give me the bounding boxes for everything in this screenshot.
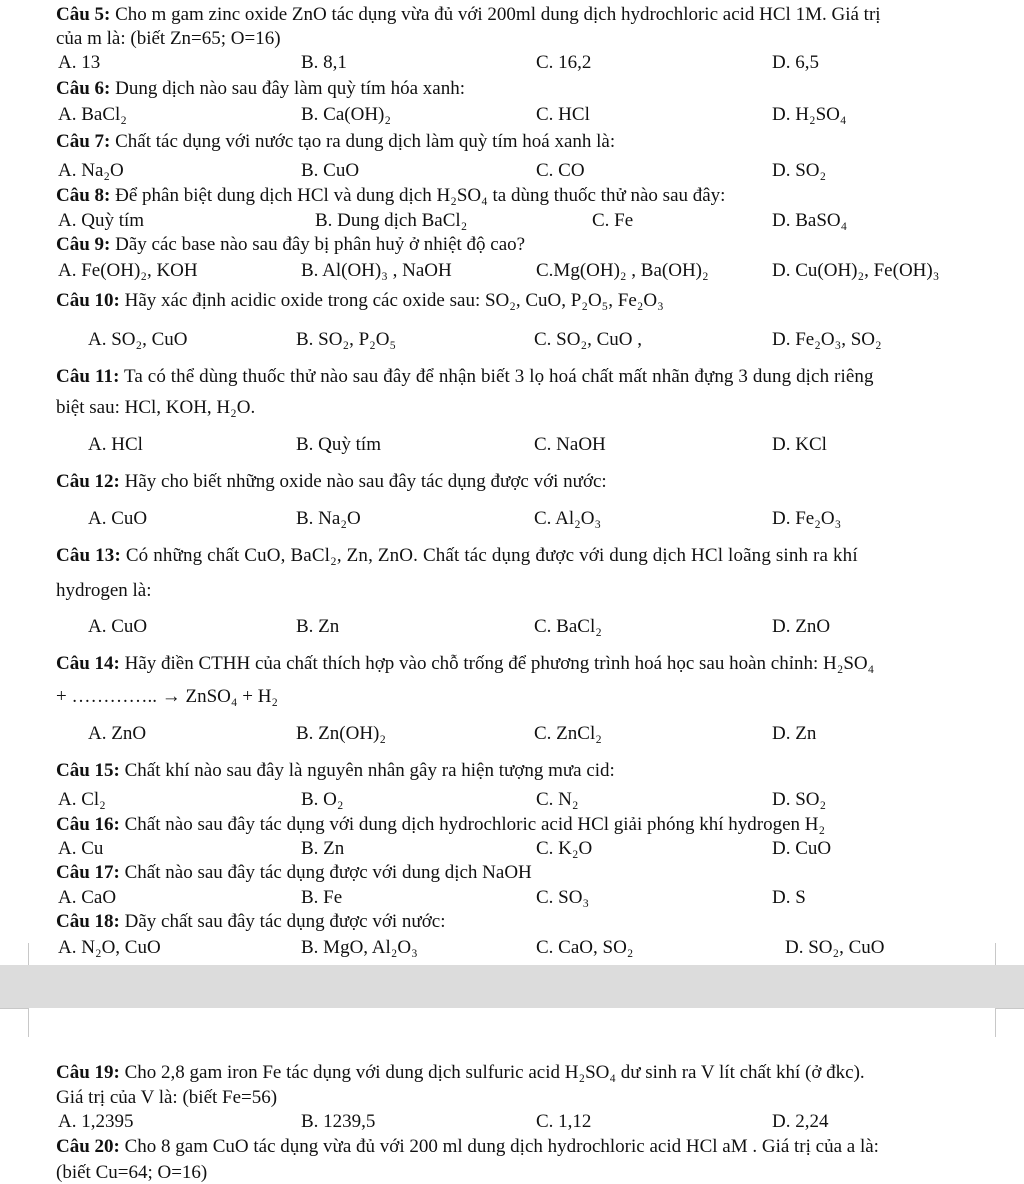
q11-option-b[interactable]: B. Quỳ tím xyxy=(296,434,381,455)
q15-option-b[interactable]: B. O₂ xyxy=(301,789,344,810)
question-text: Cho 2,8 gam iron Fe tác dụng với dung dịch sulfuric acid H₂SO₄ dư sinh ra V lít chất khí (ở đkc). xyxy=(124,1062,865,1083)
q14-option-d[interactable]: D. Zn xyxy=(772,723,817,744)
q19-option-a[interactable]: A. 1,2395 xyxy=(58,1111,134,1132)
q6-option-b[interactable]: B. Ca(OH)₂ xyxy=(301,104,391,125)
q17-option-a[interactable]: A. CaO xyxy=(58,887,117,908)
question-label: Câu 15: xyxy=(56,760,120,781)
page-corner-mark xyxy=(0,1008,29,1037)
q18-option-b[interactable]: B. MgO, Al₂O₃ xyxy=(301,937,418,958)
question-label: Câu 14: xyxy=(56,653,120,674)
question-13-line2: hydrogen là: xyxy=(56,580,152,601)
q13-option-a[interactable]: A. CuO xyxy=(88,616,148,637)
q11-option-d[interactable]: D. KCl xyxy=(772,434,827,455)
q11-option-a[interactable]: A. HCl xyxy=(88,434,143,455)
q5-option-b[interactable]: B. 8,1 xyxy=(301,52,347,73)
q14-option-c[interactable]: C. ZnCl₂ xyxy=(534,723,602,744)
question-text: Hãy cho biết những oxide nào sau đây tác dụng được với nước: xyxy=(124,471,607,492)
q19-option-d[interactable]: D. 2,24 xyxy=(772,1111,829,1132)
q7-option-d[interactable]: D. SO₂ xyxy=(772,160,827,181)
question-label: Câu 20: xyxy=(56,1136,120,1157)
question-label: Câu 12: xyxy=(56,471,120,492)
question-text: Hãy điền CTHH của chất thích hợp vào chỗ trống để phương trình hoá học sau hoàn chỉnh: H₂SO₄ xyxy=(124,653,875,674)
question-text: Dãy các base nào sau đây bị phân huỷ ở nhiệt độ cao? xyxy=(115,234,526,255)
q13-option-c[interactable]: C. BaCl₂ xyxy=(534,616,602,637)
q12-option-d[interactable]: D. Fe₂O₃ xyxy=(772,508,842,529)
question-14 xyxy=(56,653,874,675)
q15-option-c[interactable]: C. N₂ xyxy=(536,789,579,810)
q14-option-a[interactable]: A. ZnO xyxy=(88,723,147,744)
question-text: Chất khí nào sau đây là nguyên nhân gây ra hiện tượng mưa cid: xyxy=(124,760,615,781)
question-7 xyxy=(56,131,615,153)
question-text: Chất nào sau đây tác dụng được với dung dịch NaOH xyxy=(124,862,532,883)
question-label: Câu 9: xyxy=(56,234,111,255)
question-16 xyxy=(56,814,825,836)
q7-option-c[interactable]: C. CO xyxy=(536,160,585,181)
q19-option-c[interactable]: C. 1,12 xyxy=(536,1111,592,1132)
q9-option-b[interactable]: B. Al(OH)₃ , NaOH xyxy=(301,260,452,281)
q15-option-d[interactable]: D. SO₂ xyxy=(772,789,827,810)
q16-option-b[interactable]: B. Zn xyxy=(301,838,345,859)
q9-option-d[interactable]: D. Cu(OH)₂, Fe(OH)₃ xyxy=(772,260,940,281)
q13-option-b[interactable]: B. Zn xyxy=(296,616,340,637)
q6-option-d[interactable]: D. H₂SO₄ xyxy=(772,104,847,125)
worksheet-page-2 xyxy=(0,1008,1024,1183)
question-label: Câu 11: xyxy=(56,366,120,387)
q6-option-c[interactable]: C. HCl xyxy=(536,104,590,125)
question-label: Câu 7: xyxy=(56,131,111,152)
question-text: Để phân biệt dung dịch HCl và dung dịch H₂SO₄ ta dùng thuốc thử nào sau đây: xyxy=(115,185,726,206)
q10-option-b[interactable]: B. SO₂, P₂O₅ xyxy=(296,329,397,350)
question-12 xyxy=(56,471,607,493)
question-20-line2: (biết Cu=64; O=16) xyxy=(56,1162,208,1183)
question-text: Cho 8 gam CuO tác dụng vừa đủ với 200 ml dung dịch hydrochloric acid HCl aM . Giá trị của a là: xyxy=(124,1136,879,1157)
page-separator xyxy=(0,965,1024,1008)
question-11-line2: biệt sau: HCl, KOH, H₂O. xyxy=(56,397,256,418)
question-label: Câu 19: xyxy=(56,1062,120,1083)
question-label: Câu 10: xyxy=(56,290,120,311)
q10-option-c[interactable]: C. SO₂, CuO , xyxy=(534,329,642,350)
question-9 xyxy=(56,234,525,256)
question-17 xyxy=(56,862,532,884)
question-text: Chất nào sau đây tác dụng với dung dịch hydrochloric acid HCl giải phóng khí hydrogen H₂ xyxy=(124,814,826,835)
question-5-line2: của m là: (biết Zn=65; O=16) xyxy=(56,28,281,49)
q5-option-c[interactable]: C. 16,2 xyxy=(536,52,592,73)
question-15 xyxy=(56,760,615,782)
question-label: Câu 16: xyxy=(56,814,120,835)
question-14-line2: + ………….. → ZnSO₄ + H₂ xyxy=(56,686,279,707)
q10-option-d[interactable]: D. Fe₂O₃, SO₂ xyxy=(772,329,882,350)
question-label: Câu 5: xyxy=(56,4,111,25)
question-8 xyxy=(56,185,725,207)
q14-option-b[interactable]: B. Zn(OH)₂ xyxy=(296,723,386,744)
q8-option-c[interactable]: C. Fe xyxy=(592,210,634,231)
q10-option-a[interactable]: A. SO₂, CuO xyxy=(88,329,188,350)
q16-option-d[interactable]: D. CuO xyxy=(772,838,832,859)
question-text: Hãy xác định acidic oxide trong các oxide sau: SO₂, CuO, P₂O₅, Fe₂O₃ xyxy=(124,290,664,311)
question-label: Câu 17: xyxy=(56,862,120,883)
q7-option-a[interactable]: A. Na₂O xyxy=(58,160,124,181)
q12-option-c[interactable]: C. Al₂O₃ xyxy=(534,508,602,529)
question-text: Có những chất CuO, BaCl₂, Zn, ZnO. Chất tác dụng được với dung dịch HCl loãng sinh ra khí xyxy=(125,545,858,566)
q18-option-a[interactable]: A. N₂O, CuO xyxy=(58,937,161,958)
question-18 xyxy=(56,911,446,933)
q17-option-d[interactable]: D. S xyxy=(772,887,806,908)
question-text: Dãy chất sau đây tác dụng được với nước: xyxy=(124,911,446,932)
q17-option-c[interactable]: C. SO₃ xyxy=(536,887,590,908)
question-19-line2: Giá trị của V là: (biết Fe=56) xyxy=(56,1087,278,1108)
q8-option-d[interactable]: D. BaSO₄ xyxy=(772,210,848,231)
question-label: Câu 13: xyxy=(56,545,121,566)
page-corner-mark xyxy=(995,1008,1024,1037)
question-11 xyxy=(56,366,874,388)
question-text: Chất tác dụng với nước tạo ra dung dịch làm quỳ tím hoá xanh là: xyxy=(115,131,616,152)
q7-option-b[interactable]: B. CuO xyxy=(301,160,360,181)
question-text: Cho m gam zinc oxide ZnO tác dụng vừa đủ với 200ml dung dịch hydrochloric acid HCl 1M. Giá trị xyxy=(115,4,881,25)
q18-option-d[interactable]: D. SO₂, CuO xyxy=(785,937,885,958)
q6-option-a[interactable]: A. BaCl₂ xyxy=(58,104,127,125)
question-20 xyxy=(56,1136,879,1158)
q9-option-a[interactable]: A. Fe(OH)₂, KOH xyxy=(58,260,198,281)
question-13 xyxy=(56,545,858,567)
question-6 xyxy=(56,78,465,100)
question-text: Ta có thể dùng thuốc thử nào sau đây để nhận biết 3 lọ hoá chất mất nhãn đựng 3 dung dịch riêng xyxy=(124,366,874,387)
q12-option-b[interactable]: B. Na₂O xyxy=(296,508,361,529)
q18-option-c[interactable]: C. CaO, SO₂ xyxy=(536,937,634,958)
q19-option-b[interactable]: B. 1239,5 xyxy=(301,1111,376,1132)
q16-option-c[interactable]: C. K₂O xyxy=(536,838,593,859)
q12-option-a[interactable]: A. CuO xyxy=(88,508,148,529)
question-10 xyxy=(56,290,664,312)
q11-option-c[interactable]: C. NaOH xyxy=(534,434,606,455)
q8-option-b[interactable]: B. Dung dịch BaCl₂ xyxy=(315,210,468,231)
question-19 xyxy=(56,1062,865,1084)
question-label: Câu 6: xyxy=(56,78,111,99)
q13-option-d[interactable]: D. ZnO xyxy=(772,616,831,637)
q8-option-a[interactable]: A. Quỳ tím xyxy=(58,210,145,231)
q5-option-a[interactable]: A. 13 xyxy=(58,52,101,73)
question-label: Câu 8: xyxy=(56,185,111,206)
question-label: Câu 18: xyxy=(56,911,120,932)
q16-option-a[interactable]: A. Cu xyxy=(58,838,104,859)
question-text: Dung dịch nào sau đây làm quỳ tím hóa xanh: xyxy=(115,78,465,99)
q15-option-a[interactable]: A. Cl₂ xyxy=(58,789,106,810)
question-5 xyxy=(56,4,881,26)
q17-option-b[interactable]: B. Fe xyxy=(301,887,343,908)
q5-option-d[interactable]: D. 6,5 xyxy=(772,52,819,73)
q9-option-c[interactable]: C.Mg(OH)₂ , Ba(OH)₂ xyxy=(536,260,709,281)
